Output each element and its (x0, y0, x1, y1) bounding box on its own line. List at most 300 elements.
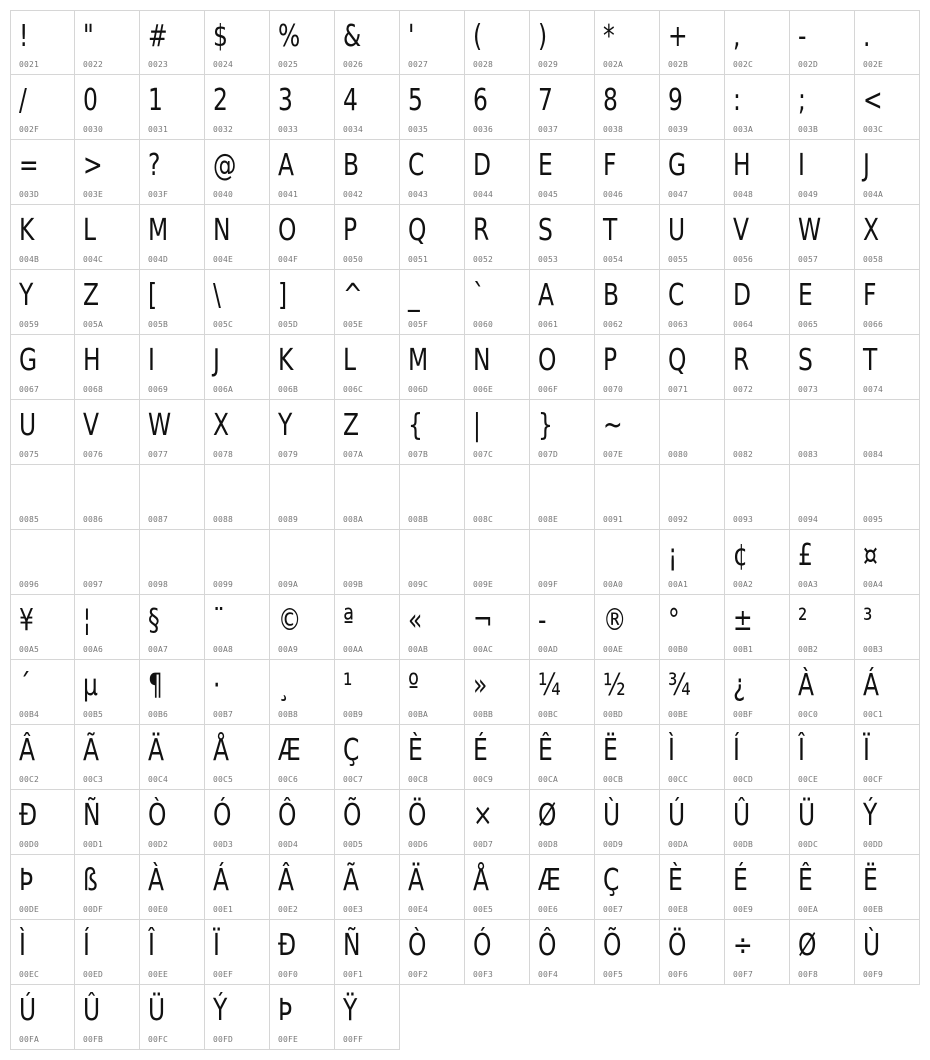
glyph-code: 00B1 (733, 645, 754, 654)
glyph-cell (790, 335, 855, 400)
glyph-cell (270, 660, 335, 725)
glyph-cell (855, 270, 920, 335)
glyph-code: 0064 (733, 320, 754, 329)
glyph-code: 006D (408, 385, 429, 394)
glyph-code: 00AE (603, 645, 624, 654)
glyph-sample: . (863, 19, 871, 54)
glyph-cell (595, 205, 660, 270)
glyph-cell (790, 270, 855, 335)
glyph-cell (465, 790, 530, 855)
glyph-code: 0036 (473, 125, 494, 134)
glyph-cell (10, 270, 75, 335)
glyph-cell (205, 400, 270, 465)
glyph-cell (335, 10, 400, 75)
glyph-sample: Ì (19, 928, 26, 963)
glyph-cell (660, 140, 725, 205)
glyph-sample: G (19, 343, 38, 378)
glyph-cell (855, 530, 920, 595)
glyph-sample: } (538, 408, 553, 443)
glyph-code: 0070 (603, 385, 624, 394)
glyph-code: 003F (148, 190, 169, 199)
glyph-cell (660, 205, 725, 270)
glyph-code: 00A1 (668, 580, 689, 589)
glyph-code: 0035 (408, 125, 429, 134)
glyph-code: 0084 (863, 450, 884, 459)
glyph-sample: S (538, 213, 553, 248)
glyph-cell (465, 335, 530, 400)
glyph-cell (725, 75, 790, 140)
glyph-code: 00CD (733, 775, 754, 784)
glyph-cell (335, 920, 400, 985)
glyph-sample: : (733, 83, 741, 118)
glyph-cell (530, 465, 595, 530)
glyph-cell (725, 465, 790, 530)
glyph-cell (75, 855, 140, 920)
glyph-code: 00D4 (278, 840, 299, 849)
glyph-cell (140, 530, 205, 595)
glyph-cell (660, 595, 725, 660)
glyph-sample: ' (408, 19, 415, 54)
glyph-cell (400, 660, 465, 725)
glyph-code: 004F (278, 255, 299, 264)
glyph-code: 0031 (148, 125, 169, 134)
glyph-code: 00A7 (148, 645, 169, 654)
glyph-code: 008C (473, 515, 494, 524)
glyph-code: 00EB (863, 905, 884, 914)
glyph-code: 006F (538, 385, 559, 394)
glyph-sample: » (473, 668, 488, 703)
glyph-sample: T (603, 213, 618, 248)
glyph-cell (465, 465, 530, 530)
glyph-cell (270, 465, 335, 530)
glyph-cell (270, 530, 335, 595)
glyph-sample: Ù (863, 928, 881, 963)
glyph-sample: Û (83, 993, 101, 1028)
glyph-sample: R (473, 213, 490, 248)
glyph-sample: O (538, 343, 557, 378)
glyph-cell (400, 725, 465, 790)
glyph-cell (855, 790, 920, 855)
glyph-sample: ` (473, 278, 485, 313)
glyph-sample: ÷ (733, 928, 753, 963)
glyph-sample: Ò (408, 928, 427, 963)
glyph-code: 003E (83, 190, 104, 199)
glyph-code: 0056 (733, 255, 754, 264)
glyph-code: 00CF (863, 775, 884, 784)
glyph-cell (595, 790, 660, 855)
glyph-sample: Ø (538, 798, 557, 833)
glyph-code: 00C8 (408, 775, 429, 784)
glyph-sample: ¸ (278, 668, 290, 703)
glyph-sample: @ (213, 148, 237, 183)
glyph-sample: Ü (798, 798, 816, 833)
glyph-sample: ± (733, 603, 753, 638)
glyph-sample: Z (83, 278, 100, 313)
glyph-code: 004E (213, 255, 234, 264)
glyph-code: 0091 (603, 515, 624, 524)
glyph-sample: ; (798, 83, 806, 118)
glyph-sample: Ê (538, 733, 553, 768)
glyph-cell (725, 660, 790, 725)
glyph-cell (205, 205, 270, 270)
glyph-sample: H (733, 148, 751, 183)
glyph-cell (855, 205, 920, 270)
glyph-code: 00E5 (473, 905, 494, 914)
glyph-code: 0080 (668, 450, 689, 459)
glyph-code: 006B (278, 385, 299, 394)
glyph-sample: Õ (343, 798, 362, 833)
glyph-sample: ) (538, 19, 548, 54)
glyph-sample: D (473, 148, 492, 183)
glyph-code: 00BB (473, 710, 494, 719)
glyph-code: 00C2 (19, 775, 40, 784)
glyph-sample: Ò (148, 798, 167, 833)
glyph-code: 00A9 (278, 645, 299, 654)
glyph-code: 00AD (538, 645, 559, 654)
glyph-code: 0057 (798, 255, 819, 264)
glyph-code: 00B6 (148, 710, 169, 719)
glyph-sample: + (668, 19, 688, 54)
glyph-code: 00CA (538, 775, 559, 784)
glyph-sample: Ì (668, 733, 675, 768)
glyph-cell (75, 595, 140, 660)
glyph-sample: Y (19, 278, 34, 313)
glyph-sample: Á (863, 668, 880, 703)
glyph-code: 00AA (343, 645, 364, 654)
glyph-cell (10, 75, 75, 140)
glyph-code: 00CC (668, 775, 689, 784)
glyph-code: 0058 (863, 255, 884, 264)
glyph-sample: ¾ (668, 668, 691, 703)
glyph-code: 003B (798, 125, 819, 134)
glyph-code: 0061 (538, 320, 559, 329)
glyph-sample: § (148, 603, 160, 638)
glyph-sample: Ü (148, 993, 166, 1028)
glyph-cell (465, 140, 530, 205)
glyph-cell (530, 10, 595, 75)
glyph-sample: ´ (19, 668, 31, 703)
glyph-sample: Ã (83, 733, 100, 768)
glyph-cell (465, 595, 530, 660)
glyph-code: 0062 (603, 320, 624, 329)
glyph-cell (335, 660, 400, 725)
glyph-cell (855, 465, 920, 530)
glyph-cell (400, 400, 465, 465)
glyph-sample: 6 (473, 83, 488, 118)
glyph-cell (400, 465, 465, 530)
glyph-code: 0073 (798, 385, 819, 394)
glyph-code: 00F8 (798, 970, 819, 979)
glyph-cell (855, 660, 920, 725)
glyph-cell (465, 920, 530, 985)
glyph-code: 004D (148, 255, 169, 264)
glyph-code: 00DF (83, 905, 104, 914)
glyph-sample: È (668, 863, 683, 898)
glyph-code: 0040 (213, 190, 234, 199)
glyph-sample: Å (213, 733, 230, 768)
glyph-sample: A (538, 278, 555, 313)
glyph-sample: [ (148, 278, 158, 313)
glyph-sample: Æ (278, 733, 301, 768)
glyph-code: 00F1 (343, 970, 364, 979)
glyph-code: 0060 (473, 320, 494, 329)
glyph-sample: E (538, 148, 553, 183)
glyph-code: 00EA (798, 905, 819, 914)
glyph-cell (725, 725, 790, 790)
glyph-code: 00C0 (798, 710, 819, 719)
glyph-code: 00DE (19, 905, 40, 914)
glyph-sample: B (343, 148, 360, 183)
glyph-code: 00B8 (278, 710, 299, 719)
glyph-sample: Ä (148, 733, 165, 768)
glyph-sample: Þ (19, 863, 34, 898)
glyph-code: 0025 (278, 60, 299, 69)
glyph-cell (140, 855, 205, 920)
glyph-cell (595, 530, 660, 595)
glyph-cell (140, 595, 205, 660)
glyph-sample: Ã (343, 863, 360, 898)
glyph-cell (205, 595, 270, 660)
glyph-cell (140, 465, 205, 530)
glyph-code: 0089 (278, 515, 299, 524)
glyph-sample: C (408, 148, 425, 183)
glyph-sample: £ (798, 538, 813, 573)
glyph-cell (530, 920, 595, 985)
glyph-code: 0023 (148, 60, 169, 69)
glyph-cell (75, 790, 140, 855)
glyph-sample: Ó (213, 798, 232, 833)
glyph-sample: P (343, 213, 358, 248)
glyph-code: 00E1 (213, 905, 234, 914)
glyph-sample: Ý (863, 798, 878, 833)
glyph-cell (270, 10, 335, 75)
glyph-cell (790, 595, 855, 660)
glyph-code: 0034 (343, 125, 364, 134)
glyph-cell (400, 140, 465, 205)
glyph-code: 00A2 (733, 580, 754, 589)
glyph-sample: 3 (278, 83, 293, 118)
glyph-cell (75, 270, 140, 335)
glyph-cell (205, 725, 270, 790)
glyph-cell (530, 75, 595, 140)
glyph-cell (10, 530, 75, 595)
glyph-sample: < (863, 83, 883, 118)
glyph-cell (140, 10, 205, 75)
glyph-cell (660, 920, 725, 985)
glyph-code: 00E0 (148, 905, 169, 914)
glyph-cell (855, 595, 920, 660)
glyph-cell (400, 75, 465, 140)
glyph-sample: · (213, 668, 221, 703)
glyph-cell (75, 140, 140, 205)
glyph-sample: B (603, 278, 620, 313)
glyph-code: 009B (343, 580, 364, 589)
glyph-sample: À (148, 863, 165, 898)
glyph-code: 00BE (668, 710, 689, 719)
glyph-sample: Ó (473, 928, 492, 963)
glyph-cell (10, 725, 75, 790)
glyph-sample: 8 (603, 83, 618, 118)
glyph-cell (75, 75, 140, 140)
glyph-cell (335, 595, 400, 660)
glyph-code: 00F3 (473, 970, 494, 979)
glyph-sample: L (83, 213, 97, 248)
glyph-sample: Æ (538, 863, 561, 898)
glyph-cell (530, 140, 595, 205)
glyph-cell (270, 920, 335, 985)
glyph-code: 00E9 (733, 905, 754, 914)
glyph-code: 00A8 (213, 645, 234, 654)
glyph-code: 00FE (278, 1035, 299, 1044)
glyph-cell (270, 855, 335, 920)
glyph-code: 007D (538, 450, 559, 459)
glyph-code: 0079 (278, 450, 299, 459)
glyph-cell (205, 530, 270, 595)
glyph-sample: P (603, 343, 618, 378)
glyph-code: 0049 (798, 190, 819, 199)
glyph-cell (790, 205, 855, 270)
glyph-code: 00DA (668, 840, 689, 849)
glyph-sample: 1 (148, 83, 163, 118)
glyph-code: 0038 (603, 125, 624, 134)
glyph-cell (400, 335, 465, 400)
glyph-cell (790, 465, 855, 530)
glyph-code: 0074 (863, 385, 884, 394)
glyph-code: 00C5 (213, 775, 234, 784)
glyph-cell (855, 400, 920, 465)
glyph-cell (335, 465, 400, 530)
glyph-cell (75, 920, 140, 985)
glyph-sample: Ù (603, 798, 621, 833)
glyph-code: 0066 (863, 320, 884, 329)
glyph-sample: ® (603, 603, 627, 638)
glyph-code: 00AB (408, 645, 429, 654)
glyph-cell (335, 400, 400, 465)
glyph-code: 00E7 (603, 905, 624, 914)
glyph-sample: Y (278, 408, 293, 443)
glyph-sample: Ú (668, 798, 686, 833)
glyph-code: 0096 (19, 580, 40, 589)
glyph-cell (595, 10, 660, 75)
glyph-sample: = (19, 148, 39, 183)
glyph-code: 00AC (473, 645, 494, 654)
glyph-sample: ¹ (343, 668, 353, 703)
glyph-code: 0039 (668, 125, 689, 134)
glyph-code: 0028 (473, 60, 494, 69)
glyph-code: 00EE (148, 970, 169, 979)
glyph-code: 009E (473, 580, 494, 589)
glyph-sample: ] (278, 278, 288, 313)
glyph-code: 005D (278, 320, 299, 329)
glyph-code: 00BD (603, 710, 624, 719)
glyph-sample: ¶ (148, 668, 163, 703)
glyph-cell (595, 335, 660, 400)
glyph-code: 00D9 (603, 840, 624, 849)
glyph-cell (530, 790, 595, 855)
glyph-cell (725, 855, 790, 920)
glyph-sample: ¦ (83, 603, 91, 638)
glyph-code: 007A (343, 450, 364, 459)
glyph-cell (75, 205, 140, 270)
glyph-cell (75, 530, 140, 595)
glyph-cell (465, 530, 530, 595)
glyph-sample: Ë (863, 863, 878, 898)
glyph-sample: Í (733, 733, 740, 768)
glyph-code: 0099 (213, 580, 234, 589)
glyph-sample: O (278, 213, 297, 248)
glyph-sample: E (798, 278, 813, 313)
glyph-sample: µ (83, 668, 98, 703)
glyph-cell (660, 855, 725, 920)
glyph-cell (335, 985, 400, 1050)
glyph-code: 00D3 (213, 840, 234, 849)
glyph-code: 0092 (668, 515, 689, 524)
glyph-cell (75, 465, 140, 530)
glyph-sample: { (408, 408, 423, 443)
glyph-code: 0083 (798, 450, 819, 459)
glyph-sample: \ (213, 278, 221, 313)
glyph-code: 00ED (83, 970, 104, 979)
glyph-cell (855, 335, 920, 400)
glyph-sample: " (83, 19, 94, 54)
glyph-cell (205, 465, 270, 530)
glyph-code: 00FA (19, 1035, 40, 1044)
glyph-code: 0045 (538, 190, 559, 199)
glyph-sample: Ô (538, 928, 557, 963)
glyph-sample: U (668, 213, 686, 248)
glyph-sample: 2 (213, 83, 228, 118)
glyph-cell (270, 205, 335, 270)
glyph-cell (10, 855, 75, 920)
glyph-cell (660, 790, 725, 855)
glyph-sample: X (213, 408, 230, 443)
glyph-sample: 0 (83, 83, 98, 118)
glyph-cell (75, 335, 140, 400)
glyph-cell (855, 920, 920, 985)
glyph-code: 0024 (213, 60, 234, 69)
glyph-cell (660, 270, 725, 335)
glyph-sample: A (278, 148, 295, 183)
glyph-sample: Q (408, 213, 427, 248)
glyph-code: 00E6 (538, 905, 559, 914)
glyph-code: 00A0 (603, 580, 624, 589)
glyph-cell (595, 725, 660, 790)
glyph-cell (205, 270, 270, 335)
glyph-sample: Ð (278, 928, 297, 963)
glyph-sample: G (668, 148, 687, 183)
glyph-cell (725, 270, 790, 335)
glyph-code: 0027 (408, 60, 429, 69)
glyph-cell (400, 10, 465, 75)
glyph-cell (530, 725, 595, 790)
glyph-code: 00D6 (408, 840, 429, 849)
glyph-cell (140, 400, 205, 465)
glyph-cell (335, 270, 400, 335)
glyph-code: 0044 (473, 190, 494, 199)
glyph-code: 0053 (538, 255, 559, 264)
glyph-code: 0041 (278, 190, 299, 199)
glyph-cell (790, 140, 855, 205)
glyph-code: 009F (538, 580, 559, 589)
glyph-cell (335, 790, 400, 855)
glyph-cell (660, 75, 725, 140)
glyph-code: 0065 (798, 320, 819, 329)
glyph-sample: _ (408, 278, 420, 313)
glyph-cell (140, 790, 205, 855)
glyph-code: 0067 (19, 385, 40, 394)
glyph-sample: N (213, 213, 231, 248)
glyph-sample: Í (83, 928, 90, 963)
